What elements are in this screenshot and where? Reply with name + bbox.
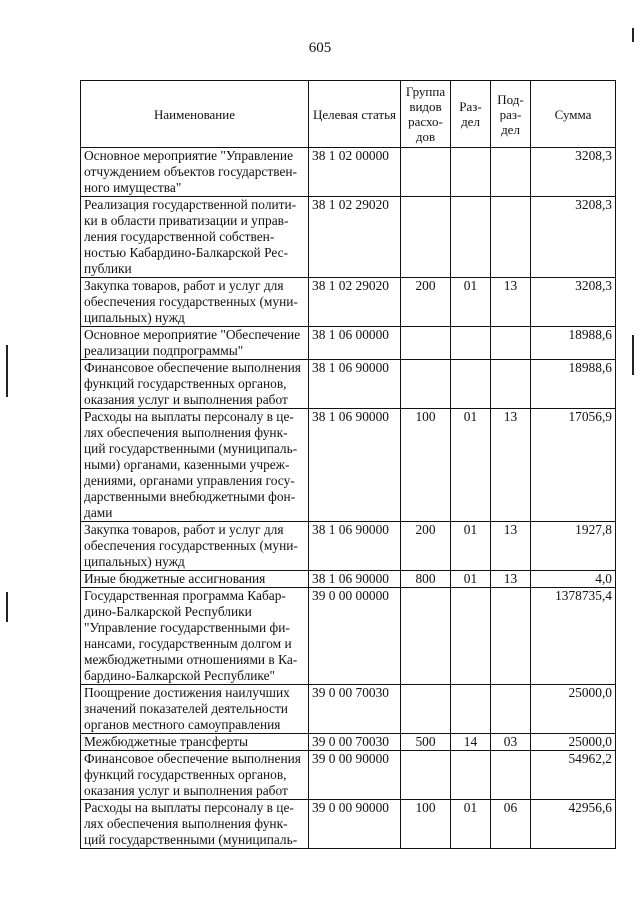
cell-target: 38 1 02 29020 (309, 278, 401, 327)
cell-group (401, 751, 451, 800)
header-sum: Сумма (531, 81, 616, 148)
budget-table (80, 80, 616, 849)
cell-target: 39 0 00 90000 (309, 751, 401, 800)
header-name: Наименование (81, 81, 309, 148)
cell-name: Закупка товаров, работ и услуг для обеспечения государственных (муни-ципальных) нужд (81, 278, 309, 327)
cell-sum: 42956,6 (531, 800, 616, 849)
table-row (81, 522, 616, 571)
cell-name: Закупка товаров, работ и услуг для обеспечения государственных (муни-ципальных) нужд (81, 522, 309, 571)
cell-subsection (491, 751, 531, 800)
table-row (81, 327, 616, 360)
cell-sum: 54962,2 (531, 751, 616, 800)
cell-group (401, 588, 451, 685)
cell-subsection (491, 360, 531, 409)
scan-mark-right-mid (632, 335, 634, 375)
cell-name: Расходы на выплаты персоналу в це-лях обеспечения выполнения функ-ций государственными (муниципаль-ными) органами, казенными учреж-дениями, органами управления госу-дарственными внебюджетными фон-дами (81, 409, 309, 522)
header-target: Целевая статья (309, 81, 401, 148)
cell-name: Поощрение достижения наилучших значений показателей деятельности органов местного самоуправления (81, 685, 309, 734)
cell-group: 200 (401, 278, 451, 327)
cell-subsection: 13 (491, 278, 531, 327)
cell-name: Реализация государственной полити-ки в области приватизации и управ-ления государственной собствен-ностью Кабардино-Балкарской Рес-публики (81, 197, 309, 278)
cell-subsection (491, 327, 531, 360)
cell-name: Государственная программа Кабар-дино-Балкарской Республики "Управление государственными фи-нансами, государственным долгом и межбюджетными отношениями в Ка-бардино-Балкарской Республике" (81, 588, 309, 685)
cell-subsection: 03 (491, 734, 531, 751)
table-body (81, 148, 616, 849)
cell-target: 38 1 02 29020 (309, 197, 401, 278)
table-row (81, 197, 616, 278)
cell-group: 500 (401, 734, 451, 751)
cell-section (451, 685, 491, 734)
cell-sum: 17056,9 (531, 409, 616, 522)
table-row (81, 409, 616, 522)
cell-subsection (491, 685, 531, 734)
table-header (81, 81, 616, 148)
cell-target: 39 0 00 00000 (309, 588, 401, 685)
cell-section (451, 197, 491, 278)
cell-sum: 4,0 (531, 571, 616, 588)
cell-group (401, 148, 451, 197)
cell-name: Межбюджетные трансферты (81, 734, 309, 751)
cell-name: Основное мероприятие "Управление отчуждением объектов государствен-ного имущества" (81, 148, 309, 197)
cell-subsection: 06 (491, 800, 531, 849)
cell-target: 38 1 06 00000 (309, 327, 401, 360)
cell-sum: 18988,6 (531, 360, 616, 409)
cell-section (451, 751, 491, 800)
cell-section: 14 (451, 734, 491, 751)
cell-target: 39 0 00 70030 (309, 685, 401, 734)
cell-sum: 25000,0 (531, 734, 616, 751)
table-row (81, 360, 616, 409)
cell-name: Финансовое обеспечение выполнения функций государственных органов, оказания услуг и выполнения работ (81, 751, 309, 800)
cell-section (451, 360, 491, 409)
cell-section: 01 (451, 409, 491, 522)
table-row (81, 148, 616, 197)
cell-target: 39 0 00 70030 (309, 734, 401, 751)
cell-target: 38 1 06 90000 (309, 360, 401, 409)
cell-group: 100 (401, 800, 451, 849)
cell-name: Основное мероприятие "Обеспечение реализации подпрограммы" (81, 327, 309, 360)
cell-section (451, 148, 491, 197)
cell-group: 100 (401, 409, 451, 522)
cell-sum: 3208,3 (531, 148, 616, 197)
scan-mark-left-low (6, 592, 8, 622)
table-row (81, 734, 616, 751)
cell-section: 01 (451, 278, 491, 327)
cell-section (451, 327, 491, 360)
cell-sum: 1927,8 (531, 522, 616, 571)
cell-subsection (491, 197, 531, 278)
cell-target: 38 1 02 00000 (309, 148, 401, 197)
cell-target: 39 0 00 90000 (309, 800, 401, 849)
cell-subsection (491, 148, 531, 197)
cell-name: Расходы на выплаты персоналу в це-лях обеспечения выполнения функ-ций государственными (муниципаль- (81, 800, 309, 849)
cell-group: 200 (401, 522, 451, 571)
cell-subsection: 13 (491, 409, 531, 522)
cell-group (401, 360, 451, 409)
table-row (81, 588, 616, 685)
scan-mark-left (6, 345, 8, 397)
cell-section: 01 (451, 522, 491, 571)
cell-group (401, 327, 451, 360)
header-group: Группа видов расхо-дов (401, 81, 451, 148)
cell-group (401, 685, 451, 734)
cell-subsection: 13 (491, 571, 531, 588)
cell-section (451, 588, 491, 685)
table-row (81, 751, 616, 800)
cell-name: Финансовое обеспечение выполнения функций государственных органов, оказания услуг и выполнения работ (81, 360, 309, 409)
cell-section: 01 (451, 571, 491, 588)
table-row (81, 800, 616, 849)
cell-group (401, 197, 451, 278)
cell-sum: 18988,6 (531, 327, 616, 360)
header-subsection: Под-раз-дел (491, 81, 531, 148)
page-number: 605 (308, 40, 332, 56)
cell-sum: 3208,3 (531, 197, 616, 278)
cell-subsection: 13 (491, 522, 531, 571)
cell-subsection (491, 588, 531, 685)
table-row (81, 685, 616, 734)
header-section: Раз-дел (451, 81, 491, 148)
cell-sum: 25000,0 (531, 685, 616, 734)
cell-target: 38 1 06 90000 (309, 571, 401, 588)
cell-target: 38 1 06 90000 (309, 522, 401, 571)
table-row (81, 571, 616, 588)
cell-sum: 1378735,4 (531, 588, 616, 685)
cell-name: Иные бюджетные ассигнования (81, 571, 309, 588)
scan-mark-right-top (632, 28, 634, 42)
cell-group: 800 (401, 571, 451, 588)
cell-target: 38 1 06 90000 (309, 409, 401, 522)
cell-section: 01 (451, 800, 491, 849)
table-row (81, 278, 616, 327)
cell-sum: 3208,3 (531, 278, 616, 327)
